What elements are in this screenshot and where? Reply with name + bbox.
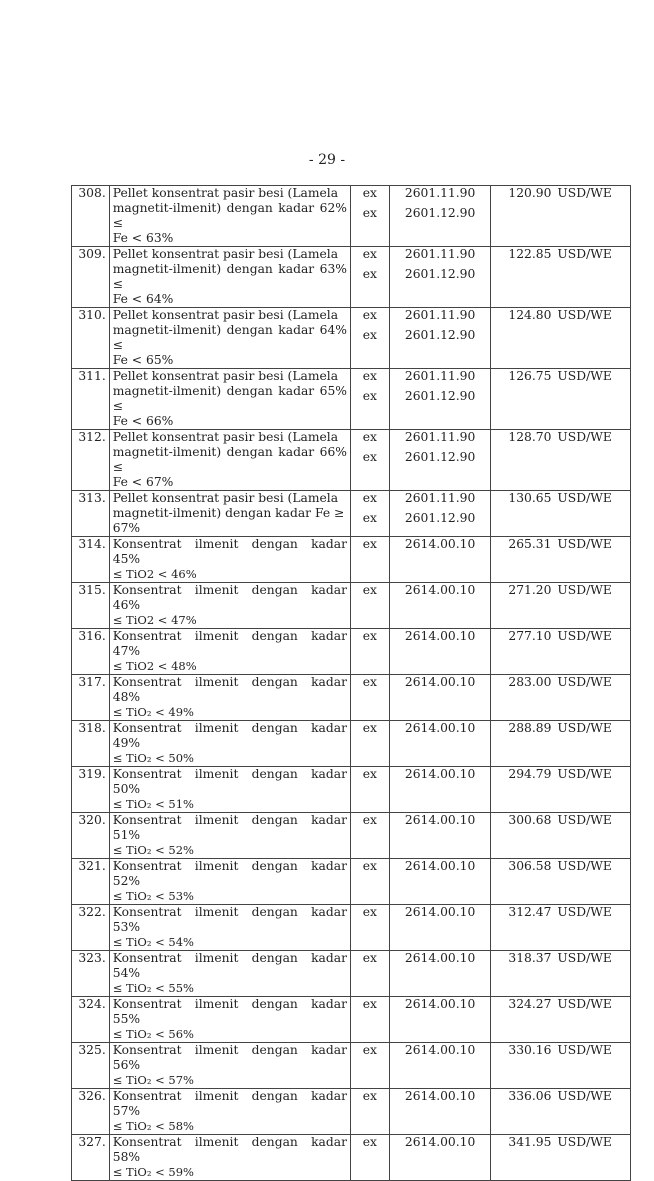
description-line: ≤ TiO₂ < 56% bbox=[112, 1027, 194, 1041]
ex-label: ex bbox=[362, 267, 377, 281]
ex-label: ex bbox=[362, 537, 377, 551]
ex-marker bbox=[350, 583, 389, 629]
description-line: ≤ TiO2 < 46% bbox=[112, 567, 197, 581]
product-description bbox=[109, 1043, 350, 1089]
ex-marker bbox=[350, 1135, 389, 1181]
hs-code bbox=[389, 1043, 491, 1089]
table-row bbox=[72, 1043, 631, 1089]
product-description bbox=[109, 308, 350, 369]
ex-label: ex bbox=[362, 328, 377, 342]
description-line: Konsentrat ilmenit dengan kadar 52% bbox=[112, 859, 347, 888]
reference-price: 265.31 bbox=[491, 537, 554, 583]
description-line: ≤ TiO₂ < 55% bbox=[112, 981, 194, 995]
description-line: Konsentrat ilmenit dengan kadar 51% bbox=[112, 813, 347, 842]
ex-label: ex bbox=[362, 1135, 377, 1149]
ex-marker bbox=[350, 1089, 389, 1135]
ex-marker bbox=[350, 537, 389, 583]
hs-code-value: 2614.00.10 bbox=[404, 1089, 476, 1103]
hs-code-value: 2614.00.10 bbox=[404, 537, 476, 551]
row-number: 321. bbox=[72, 859, 110, 905]
product-description bbox=[109, 186, 350, 247]
row-number: 311. bbox=[72, 369, 110, 430]
hs-code-value: 2601.12.90 bbox=[404, 267, 476, 281]
ex-label: ex bbox=[362, 859, 377, 873]
table-row bbox=[72, 675, 631, 721]
product-description bbox=[109, 491, 350, 537]
product-description bbox=[109, 430, 350, 491]
description-line: magnetit-ilmenit) dengan kadar 62% ≤ bbox=[112, 201, 347, 230]
row-number: 308. bbox=[72, 186, 110, 247]
description-line: Fe < 63% bbox=[112, 231, 174, 245]
product-description bbox=[109, 1089, 350, 1135]
description-line: ≤ TiO2 < 48% bbox=[112, 659, 197, 673]
ex-label: ex bbox=[362, 450, 377, 464]
description-line: magnetit-ilmenit) dengan kadar 66% ≤ bbox=[112, 445, 347, 474]
description-line: Konsentrat ilmenit dengan kadar 47% bbox=[112, 629, 347, 658]
description-line: ≤ TiO₂ < 51% bbox=[112, 797, 194, 811]
price-unit: USD/WE bbox=[554, 537, 630, 583]
row-number: 318. bbox=[72, 721, 110, 767]
ex-marker bbox=[350, 859, 389, 905]
description-line: ≤ TiO₂ < 57% bbox=[112, 1073, 194, 1087]
hs-code-value: 2601.11.90 bbox=[404, 430, 476, 444]
ex-label: ex bbox=[362, 308, 377, 322]
hs-code-value: 2601.11.90 bbox=[404, 186, 476, 200]
ex-label: ex bbox=[362, 629, 377, 643]
product-description bbox=[109, 629, 350, 675]
ex-label: ex bbox=[362, 186, 377, 200]
price-unit: USD/WE bbox=[554, 905, 630, 951]
price-unit: USD/WE bbox=[554, 721, 630, 767]
hs-code bbox=[389, 583, 491, 629]
table-row bbox=[72, 308, 631, 369]
ex-marker bbox=[350, 369, 389, 430]
reference-price: 277.10 bbox=[491, 629, 554, 675]
hs-code bbox=[389, 1135, 491, 1181]
product-description bbox=[109, 537, 350, 583]
ex-label: ex bbox=[362, 1089, 377, 1103]
ex-marker bbox=[350, 491, 389, 537]
ex-marker bbox=[350, 675, 389, 721]
hs-code-value: 2601.11.90 bbox=[404, 491, 476, 505]
price-unit: USD/WE bbox=[554, 308, 630, 369]
product-description bbox=[109, 813, 350, 859]
description-line: ≤ TiO₂ < 52% bbox=[112, 843, 194, 857]
ex-label: ex bbox=[362, 247, 377, 261]
description-line: ≤ TiO₂ < 50% bbox=[112, 751, 194, 765]
hs-code bbox=[389, 308, 491, 369]
hs-code-value: 2614.00.10 bbox=[404, 629, 476, 643]
ex-label: ex bbox=[362, 583, 377, 597]
table-row bbox=[72, 951, 631, 997]
table-row bbox=[72, 369, 631, 430]
reference-price: 324.27 bbox=[491, 997, 554, 1043]
row-number: 319. bbox=[72, 767, 110, 813]
row-number: 316. bbox=[72, 629, 110, 675]
row-number: 314. bbox=[72, 537, 110, 583]
row-number: 324. bbox=[72, 997, 110, 1043]
ex-label: ex bbox=[362, 206, 377, 220]
description-line: Konsentrat ilmenit dengan kadar 56% bbox=[112, 1043, 347, 1072]
reference-price: 124.80 bbox=[491, 308, 554, 369]
price-unit: USD/WE bbox=[554, 997, 630, 1043]
price-unit: USD/WE bbox=[554, 247, 630, 308]
description-line: magnetit-ilmenit) dengan kadar 65% ≤ bbox=[112, 384, 347, 413]
row-number: 312. bbox=[72, 430, 110, 491]
ex-marker bbox=[350, 951, 389, 997]
hs-code-value: 2601.11.90 bbox=[404, 308, 476, 322]
description-line: Pellet konsentrat pasir besi (Lamela bbox=[112, 430, 339, 444]
ex-marker bbox=[350, 813, 389, 859]
product-description bbox=[109, 247, 350, 308]
description-line: Konsentrat ilmenit dengan kadar 55% bbox=[112, 997, 347, 1026]
hs-code bbox=[389, 491, 491, 537]
description-line: magnetit-ilmenit) dengan kadar Fe ≥ bbox=[112, 506, 345, 520]
table-row bbox=[72, 430, 631, 491]
reference-price: 330.16 bbox=[491, 1043, 554, 1089]
table-row bbox=[72, 767, 631, 813]
hs-code bbox=[389, 997, 491, 1043]
table-row bbox=[72, 1135, 631, 1181]
product-description bbox=[109, 767, 350, 813]
reference-price: 312.47 bbox=[491, 905, 554, 951]
hs-code bbox=[389, 369, 491, 430]
hs-code-value: 2614.00.10 bbox=[404, 721, 476, 735]
price-unit: USD/WE bbox=[554, 813, 630, 859]
price-unit: USD/WE bbox=[554, 951, 630, 997]
price-unit: USD/WE bbox=[554, 583, 630, 629]
row-number: 320. bbox=[72, 813, 110, 859]
ex-marker bbox=[350, 430, 389, 491]
table-row bbox=[72, 537, 631, 583]
description-line: Konsentrat ilmenit dengan kadar 49% bbox=[112, 721, 347, 750]
price-unit: USD/WE bbox=[554, 767, 630, 813]
hs-code-value: 2614.00.10 bbox=[404, 951, 476, 965]
reference-price: 300.68 bbox=[491, 813, 554, 859]
price-unit: USD/WE bbox=[554, 859, 630, 905]
row-number: 317. bbox=[72, 675, 110, 721]
hs-code-value: 2614.00.10 bbox=[404, 767, 476, 781]
hs-code-value: 2601.11.90 bbox=[404, 369, 476, 383]
row-number: 323. bbox=[72, 951, 110, 997]
product-description bbox=[109, 997, 350, 1043]
ex-marker bbox=[350, 721, 389, 767]
ex-marker bbox=[350, 186, 389, 247]
page-number: - 29 - bbox=[308, 152, 346, 168]
description-line: Pellet konsentrat pasir besi (Lamela bbox=[112, 247, 339, 261]
ex-label: ex bbox=[362, 1043, 377, 1057]
description-line: Konsentrat ilmenit dengan kadar 50% bbox=[112, 767, 347, 796]
description-line: Konsentrat ilmenit dengan kadar 57% bbox=[112, 1089, 347, 1118]
table-row bbox=[72, 859, 631, 905]
hs-code-value: 2601.12.90 bbox=[404, 511, 476, 525]
row-number: 326. bbox=[72, 1089, 110, 1135]
row-number: 315. bbox=[72, 583, 110, 629]
hs-code-value: 2614.00.10 bbox=[404, 859, 476, 873]
description-line: ≤ TiO2 < 47% bbox=[112, 613, 197, 627]
product-description bbox=[109, 369, 350, 430]
reference-price: 283.00 bbox=[491, 675, 554, 721]
ex-label: ex bbox=[362, 389, 377, 403]
product-description bbox=[109, 675, 350, 721]
description-line: Fe < 65% bbox=[112, 353, 174, 367]
description-line: 67% bbox=[112, 521, 141, 535]
description-line: Konsentrat ilmenit dengan kadar 58% bbox=[112, 1135, 347, 1164]
hs-code-value: 2601.12.90 bbox=[404, 206, 476, 220]
ex-label: ex bbox=[362, 951, 377, 965]
description-line: Fe < 66% bbox=[112, 414, 174, 428]
price-unit: USD/WE bbox=[554, 629, 630, 675]
reference-price: 336.06 bbox=[491, 1089, 554, 1135]
description-line: magnetit-ilmenit) dengan kadar 64% ≤ bbox=[112, 323, 347, 352]
reference-price: 318.37 bbox=[491, 951, 554, 997]
ex-label: ex bbox=[362, 491, 377, 505]
description-line: Konsentrat ilmenit dengan kadar 48% bbox=[112, 675, 347, 704]
hs-code-value: 2601.12.90 bbox=[404, 328, 476, 342]
table-row bbox=[72, 247, 631, 308]
reference-price: 126.75 bbox=[491, 369, 554, 430]
reference-price: 130.65 bbox=[491, 491, 554, 537]
hs-code bbox=[389, 430, 491, 491]
table-row bbox=[72, 1089, 631, 1135]
description-line: Konsentrat ilmenit dengan kadar 46% bbox=[112, 583, 347, 612]
description-line: Fe < 64% bbox=[112, 292, 174, 306]
hs-code bbox=[389, 721, 491, 767]
row-number: 322. bbox=[72, 905, 110, 951]
hs-code-value: 2614.00.10 bbox=[404, 997, 476, 1011]
description-line: ≤ TiO₂ < 58% bbox=[112, 1119, 194, 1133]
table-row bbox=[72, 629, 631, 675]
price-unit: USD/WE bbox=[554, 186, 630, 247]
ex-marker bbox=[350, 1043, 389, 1089]
table-row bbox=[72, 186, 631, 247]
hs-code-value: 2614.00.10 bbox=[404, 905, 476, 919]
hs-code bbox=[389, 813, 491, 859]
price-unit: USD/WE bbox=[554, 1043, 630, 1089]
tariff-table-body bbox=[72, 186, 631, 1181]
table-row bbox=[72, 721, 631, 767]
price-unit: USD/WE bbox=[554, 369, 630, 430]
hs-code-value: 2614.00.10 bbox=[404, 1043, 476, 1057]
hs-code bbox=[389, 247, 491, 308]
hs-code bbox=[389, 859, 491, 905]
reference-price: 120.90 bbox=[491, 186, 554, 247]
hs-code bbox=[389, 186, 491, 247]
product-description bbox=[109, 583, 350, 629]
description-line: Pellet konsentrat pasir besi (Lamela bbox=[112, 308, 339, 322]
price-unit: USD/WE bbox=[554, 1135, 630, 1181]
description-line: Pellet konsentrat pasir besi (Lamela bbox=[112, 186, 339, 200]
description-line: Konsentrat ilmenit dengan kadar 53% bbox=[112, 905, 347, 934]
product-description bbox=[109, 859, 350, 905]
ex-label: ex bbox=[362, 813, 377, 827]
reference-price: 294.79 bbox=[491, 767, 554, 813]
ex-marker bbox=[350, 905, 389, 951]
hs-code-value: 2601.11.90 bbox=[404, 247, 476, 261]
hs-code bbox=[389, 1089, 491, 1135]
table-row bbox=[72, 997, 631, 1043]
ex-marker bbox=[350, 997, 389, 1043]
price-unit: USD/WE bbox=[554, 1089, 630, 1135]
description-line: Pellet konsentrat pasir besi (Lamela bbox=[112, 491, 339, 505]
reference-price: 341.95 bbox=[491, 1135, 554, 1181]
description-line: ≤ TiO₂ < 59% bbox=[112, 1165, 194, 1179]
description-line: Konsentrat ilmenit dengan kadar 45% bbox=[112, 537, 347, 566]
hs-code-value: 2601.12.90 bbox=[404, 389, 476, 403]
ex-label: ex bbox=[362, 905, 377, 919]
hs-code-value: 2614.00.10 bbox=[404, 583, 476, 597]
description-line: ≤ TiO₂ < 54% bbox=[112, 935, 194, 949]
row-number: 309. bbox=[72, 247, 110, 308]
ex-label: ex bbox=[362, 721, 377, 735]
table-row bbox=[72, 491, 631, 537]
hs-code bbox=[389, 629, 491, 675]
hs-code bbox=[389, 767, 491, 813]
table-row bbox=[72, 905, 631, 951]
product-description bbox=[109, 951, 350, 997]
price-unit: USD/WE bbox=[554, 491, 630, 537]
hs-code bbox=[389, 537, 491, 583]
table-row bbox=[72, 583, 631, 629]
tariff-table bbox=[71, 185, 631, 1181]
price-unit: USD/WE bbox=[554, 430, 630, 491]
hs-code-value: 2614.00.10 bbox=[404, 813, 476, 827]
description-line: ≤ TiO₂ < 53% bbox=[112, 889, 194, 903]
description-line: Fe < 67% bbox=[112, 475, 174, 489]
description-line: ≤ TiO₂ < 49% bbox=[112, 705, 194, 719]
ex-marker bbox=[350, 629, 389, 675]
product-description bbox=[109, 905, 350, 951]
ex-marker bbox=[350, 308, 389, 369]
ex-marker bbox=[350, 767, 389, 813]
hs-code bbox=[389, 951, 491, 997]
description-line: Konsentrat ilmenit dengan kadar 54% bbox=[112, 951, 347, 980]
ex-label: ex bbox=[362, 997, 377, 1011]
product-description bbox=[109, 721, 350, 767]
product-description bbox=[109, 1135, 350, 1181]
row-number: 325. bbox=[72, 1043, 110, 1089]
row-number: 327. bbox=[72, 1135, 110, 1181]
reference-price: 122.85 bbox=[491, 247, 554, 308]
reference-price: 306.58 bbox=[491, 859, 554, 905]
hs-code-value: 2601.12.90 bbox=[404, 450, 476, 464]
reference-price: 288.89 bbox=[491, 721, 554, 767]
hs-code bbox=[389, 675, 491, 721]
ex-label: ex bbox=[362, 430, 377, 444]
ex-label: ex bbox=[362, 675, 377, 689]
hs-code-value: 2614.00.10 bbox=[404, 1135, 476, 1149]
row-number: 310. bbox=[72, 308, 110, 369]
table-row bbox=[72, 813, 631, 859]
description-line: Pellet konsentrat pasir besi (Lamela bbox=[112, 369, 339, 383]
reference-price: 128.70 bbox=[491, 430, 554, 491]
ex-label: ex bbox=[362, 767, 377, 781]
price-unit: USD/WE bbox=[554, 675, 630, 721]
ex-label: ex bbox=[362, 369, 377, 383]
hs-code bbox=[389, 905, 491, 951]
ex-label: ex bbox=[362, 511, 377, 525]
ex-marker bbox=[350, 247, 389, 308]
reference-price: 271.20 bbox=[491, 583, 554, 629]
row-number: 313. bbox=[72, 491, 110, 537]
hs-code-value: 2614.00.10 bbox=[404, 675, 476, 689]
description-line: magnetit-ilmenit) dengan kadar 63% ≤ bbox=[112, 262, 347, 291]
